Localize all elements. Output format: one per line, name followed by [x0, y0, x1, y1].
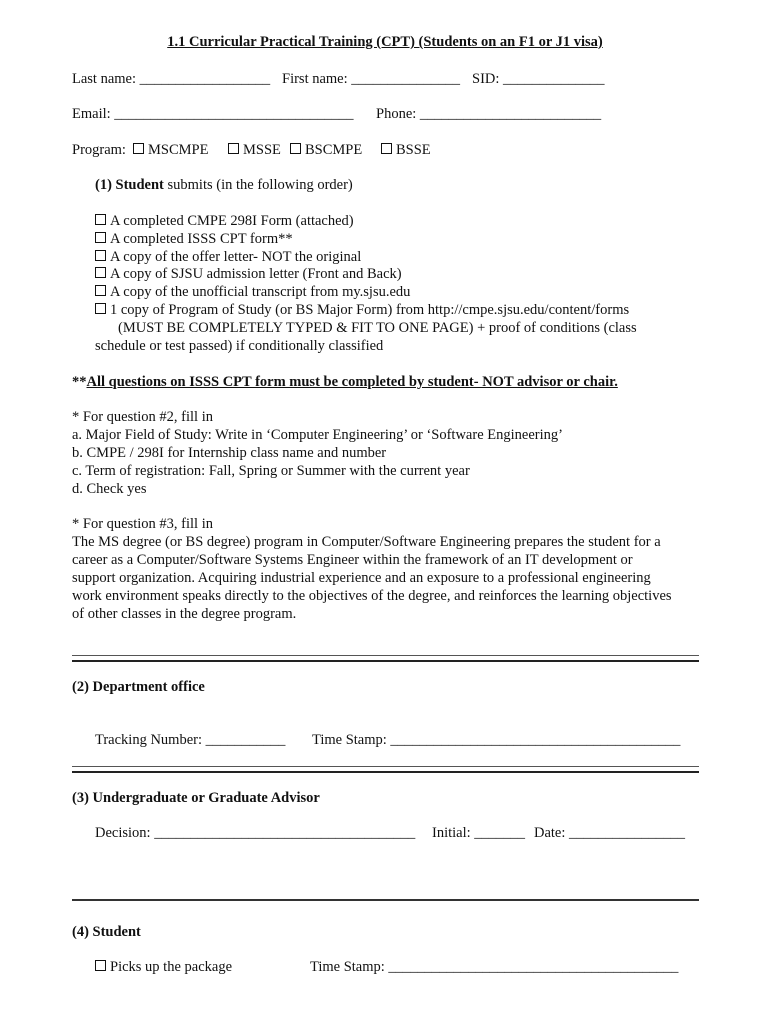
section-divider	[72, 766, 699, 773]
checklist-item-continuation: schedule or test passed) if conditionally classified	[95, 338, 384, 354]
page-title: 1.1 Curricular Practical Training (CPT) (Students on an F1 or J1 visa)	[167, 34, 603, 50]
section3-heading: (3) Undergraduate or Graduate Advisor	[72, 790, 320, 806]
checkbox-icon	[95, 250, 106, 261]
q2-line: d. Check yes	[72, 481, 147, 497]
department-timestamp-field[interactable]: Time Stamp: ________________________________________	[312, 732, 681, 748]
q2-line: b. CMPE / 298I for Internship class name and number	[72, 445, 387, 461]
program-label: Program:	[72, 142, 126, 158]
student-timestamp-field[interactable]: Time Stamp: ________________________________________	[310, 959, 679, 975]
last-name-field[interactable]: Last name: __________________	[72, 71, 271, 87]
picks-up-package-checkbox[interactable]: Picks up the package	[95, 958, 232, 976]
date-field[interactable]: Date: ________________	[534, 825, 686, 841]
section2-heading: (2) Department office	[72, 679, 205, 695]
section1-heading: (1) Student submits (in the following order)	[95, 177, 353, 193]
q2-line: a. Major Field of Study: Write in ‘Computer Engineering’ or ‘Software Engineering’	[72, 427, 563, 443]
checkbox-icon	[290, 143, 301, 154]
q3-paragraph-line: The MS degree (or BS degree) program in Computer/Software Engineering prepares the student for a	[72, 534, 661, 550]
q2-line: c. Term of registration: Fall, Spring or Summer with the current year	[72, 463, 470, 479]
checklist-item[interactable]: A copy of the offer letter- NOT the original	[95, 248, 361, 266]
checkbox-icon	[95, 214, 106, 225]
q3-paragraph-line: work environment speaks directly to the objectives of the degree, and reinforces the learning objectives	[72, 588, 672, 604]
phone-field[interactable]: Phone: _________________________	[376, 106, 602, 122]
sid-field[interactable]: SID: ______________	[472, 71, 605, 87]
checklist-item[interactable]: A copy of SJSU admission letter (Front and Back)	[95, 265, 402, 283]
program-option-mscmpe[interactable]: MSCMPE	[133, 141, 208, 159]
q2-heading: * For question #2, fill in	[72, 409, 213, 425]
checklist-item[interactable]: A completed ISSS CPT form**	[95, 230, 293, 248]
checklist-item[interactable]: A completed CMPE 298I Form (attached)	[95, 212, 354, 230]
checklist-item-continuation: (MUST BE COMPLETELY TYPED & FIT TO ONE PAGE) + proof of conditions (class	[118, 320, 637, 336]
checklist-item[interactable]: A copy of the unofficial transcript from my.sjsu.edu	[95, 283, 410, 301]
q3-paragraph-line: career as a Computer/Software Systems Engineer within the framework of an IT development or	[72, 552, 633, 568]
email-field[interactable]: Email: _________________________________	[72, 106, 354, 122]
program-option-bsse[interactable]: BSSE	[381, 141, 431, 159]
checkbox-icon	[95, 232, 106, 243]
program-option-msse[interactable]: MSSE	[228, 141, 281, 159]
checklist-item[interactable]: 1 copy of Program of Study (or BS Major Form) from http://cmpe.sjsu.edu/content/forms	[95, 301, 629, 319]
program-option-bscmpe[interactable]: BSCMPE	[290, 141, 362, 159]
q3-heading: * For question #3, fill in	[72, 516, 213, 532]
q3-paragraph-line: support organization. Acquiring industrial experience and an exposure to a professional engineering	[72, 570, 651, 586]
checkbox-icon	[95, 303, 106, 314]
section-divider	[72, 899, 699, 901]
decision-field[interactable]: Decision: ____________________________________	[95, 825, 416, 841]
checkbox-icon	[95, 960, 106, 971]
checkbox-icon	[95, 267, 106, 278]
checkbox-icon	[228, 143, 239, 154]
tracking-number-field[interactable]: Tracking Number: ___________	[95, 732, 286, 748]
checkbox-icon	[381, 143, 392, 154]
checkbox-icon	[133, 143, 144, 154]
isss-notice: **All questions on ISSS CPT form must be completed by student- NOT advisor or chair.	[72, 374, 618, 390]
checkbox-icon	[95, 285, 106, 296]
section-divider	[72, 655, 699, 662]
first-name-field[interactable]: First name: _______________	[282, 71, 461, 87]
q3-paragraph-line: of other classes in the degree program.	[72, 606, 297, 622]
initial-field[interactable]: Initial: _______	[432, 825, 526, 841]
section4-heading: (4) Student	[72, 924, 141, 940]
